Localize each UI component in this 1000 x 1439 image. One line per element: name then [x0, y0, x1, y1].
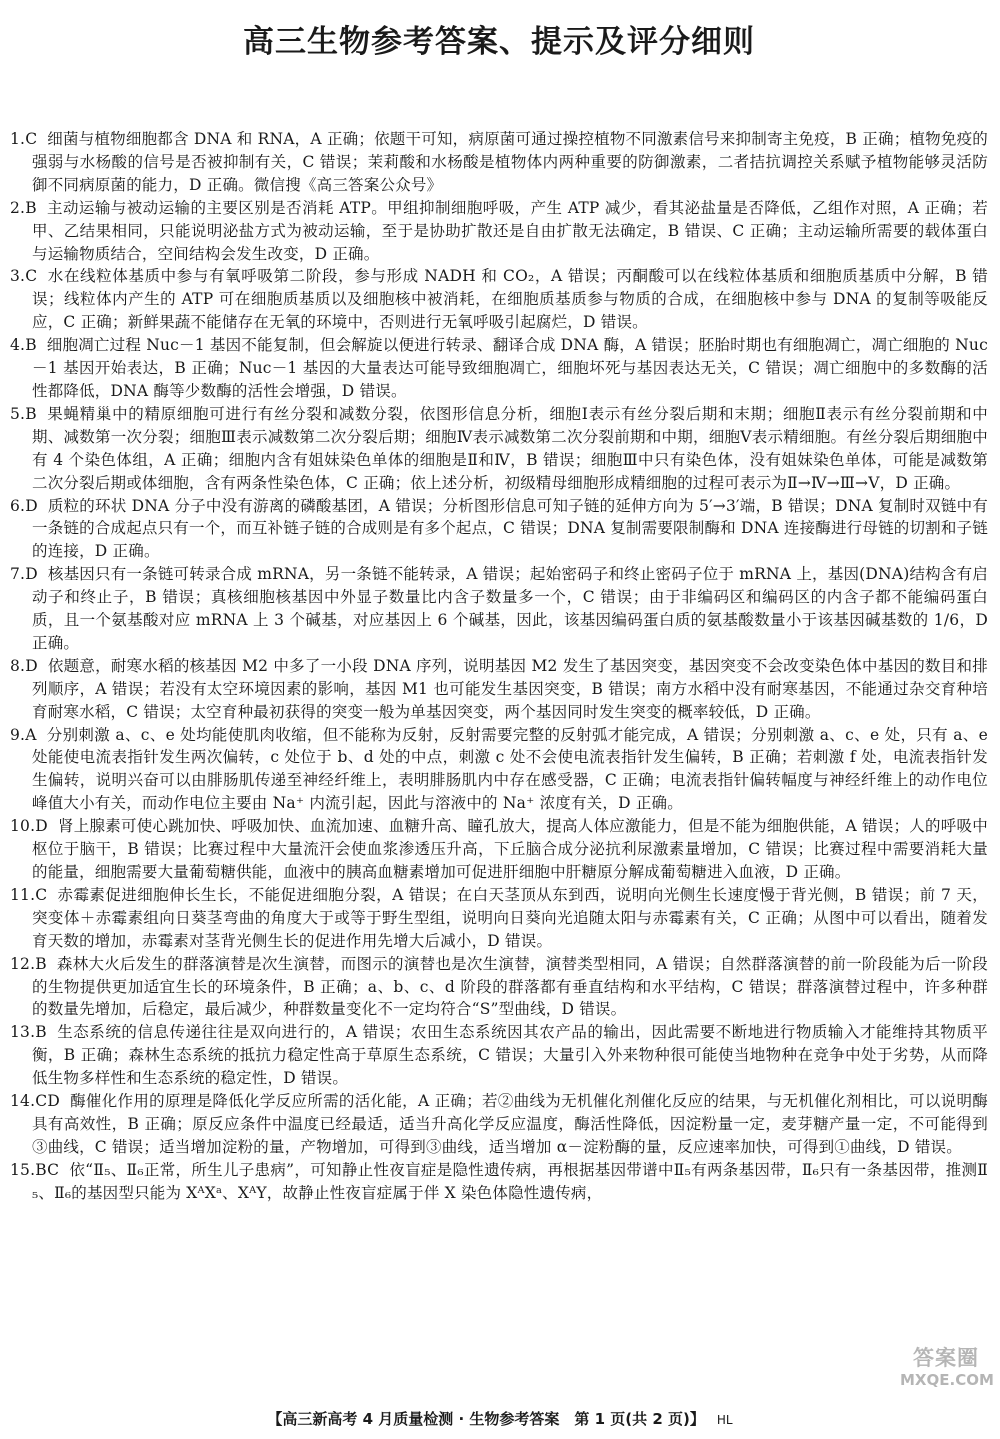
answer-item: [10, 1090, 988, 1159]
answer-item: [10, 1159, 988, 1205]
footer-code: HL: [716, 1413, 733, 1427]
answer-choice: B: [35, 1023, 47, 1042]
answer-choice: BC: [35, 1160, 60, 1179]
answer-number: 6.: [10, 496, 26, 515]
answer-number: 4.: [10, 336, 26, 355]
answer-explanation: 森林大火后发生的群落演替是次生演替，而图示的演替也是次生演替，演替类型相同，A 错误；自然群落演替的前一阶段能为后一阶段的生物提供更加适宜生长的环境条件，B 正确；a、b、c、d 阶段的群落都有垂直结构和水平结构，C 错误；群落演替过程中，许多种群的数量先增加，后稳定，最后减少，种群数量变化不一定均符合“S”型曲线，D 错误。: [32, 954, 988, 1019]
answer-explanation: 细胞凋亡过程 Nuc－1 基因不能复制，但会解旋以便进行转录、翻译合成 DNA 酶，A 错误；胚胎时期也有细胞凋亡，凋亡细胞的 Nuc－1 基因开始表达，B 正确；Nuc－1 基因的大量表达可能导致细胞凋亡，细胞坏死与基因表达无关，C 错误；凋亡细胞中的多数酶的活性都降低，DNA 酶等少数酶的活性会增强，D 错误。: [32, 336, 988, 400]
watermark-line2: MXQE.COM: [900, 1371, 994, 1389]
answer-explanation: 果蝇精巢中的精原细胞可进行有丝分裂和减数分裂，依图形信息分析，细胞Ⅰ表示有丝分裂后期和末期；细胞Ⅱ表示有丝分裂前期和中期、减数第一次分裂；细胞Ⅲ表示减数第二次分裂后期；细胞Ⅳ表示减数第二次分裂前期和中期，细胞Ⅴ表示精细胞。有丝分裂后期细胞中有 4 个染色体组，A 正确；细胞内含有姐妹染色单体的细胞是Ⅱ和Ⅳ，B 错误；细胞Ⅲ中只有染色体，没有姐妹染色单体，可能是减数第二次分裂后期或体细胞，含有两条性染色体，C 正确；依上述分析，初级精母细胞形成精细胞的过程可表示为Ⅱ→Ⅳ→Ⅲ→Ⅴ，D 正确。: [32, 404, 988, 492]
answer-number: 8.: [10, 656, 26, 675]
answer-choice: CD: [35, 1092, 60, 1111]
answer-choice: C: [35, 885, 48, 904]
answer-number: 13.: [10, 1023, 36, 1042]
watermark-line1: 答案圈: [913, 1346, 979, 1370]
answer-number: 12.: [10, 954, 36, 973]
answer-item: [10, 197, 988, 266]
answer-choice: B: [35, 954, 47, 973]
answer-item: [10, 1021, 988, 1090]
answer-explanation: 细菌与植物细胞都含 DNA 和 RNA，A 正确；依题干可知，病原菌可通过操控植物不同激素信号来抑制寄主免疫，B 正确；植物免疫的强弱与水杨酸的信号是否被抑制有关，C 错误；茉莉酸和水杨酸是植物体内两种重要的防御激素，二者拮抗调控关系赋予植物能够灵活防御不同病原菌的能力，D 正确。微信搜《高三答案公众号》: [32, 130, 988, 194]
answer-explanation: 酶催化作用的原理是降低化学反应所需的活化能，A 正确；若②曲线为无机催化剂催化反应的结果，与无机催化剂相比，可以说明酶具有高效性，B 正确；原反应条件中温度已经最适，适当升高化学反应温度，酶活性降低，因淀粉量一定，麦芽糖产量一定，不可能得到③曲线，C 错误；适当增加淀粉的量，产物增加，可得到③曲线，适当增加 α－淀粉酶的量，反应速率加快，可得到①曲线，D 错误。: [32, 1092, 988, 1156]
answer-item: [10, 815, 988, 884]
answer-list: [10, 128, 988, 1205]
answer-choice: C: [25, 267, 38, 286]
answer-explanation: 生态系统的信息传递往往是双向进行的，A 错误；农田生态系统因其农产品的输出，因此需要不断地进行物质输入才能维持其物质平衡，B 正确；森林生态系统的抵抗力稳定性高于草原生态系统，C 错误；大量引入外来物种很可能使当地物种在竞争中处于劣势，从而降低生物多样性和生态系统的稳定性，D 错误。: [32, 1023, 988, 1088]
answer-number: 1.: [10, 130, 26, 148]
answer-number: 7.: [10, 565, 26, 584]
answer-choice: D: [25, 565, 38, 584]
answer-item: [10, 128, 988, 197]
answer-explanation: 依“Ⅱ₅、Ⅱ₆正常，所生儿子患病”，可知静止性夜盲症是隐性遗传病，再根据基因带谱中Ⅱ₅有两条基因带，Ⅱ₆只有一条基因带，推测Ⅱ₅、Ⅱ₆的基因型只能为 XᴬXᵃ、XᴬY，故静止性夜盲症属于伴 X 染色体隐性遗传病，: [32, 1160, 988, 1202]
answer-explanation: 质粒的环状 DNA 分子中没有游离的磷酸基团，A 错误；分析图形信息可知子链的延伸方向为 5′→3′端，B 错误；DNA 复制时双链中有一条链的合成起点只有一个，而互补链子链的合成则是有多个起点，C 错误；DNA 复制需要限制酶和 DNA 连接酶进行母链的切割和子链的连接，D 正确。: [32, 496, 988, 561]
answer-choice: B: [25, 404, 37, 423]
answer-choice: B: [25, 198, 37, 217]
answer-item: [10, 884, 988, 953]
answer-number: 10.: [10, 817, 36, 836]
answer-choice: D: [25, 656, 38, 675]
footer-text: 【高三新高考 4 月质量检测 · 生物参考答案 第 1 页(共 2 页)】: [267, 1410, 705, 1428]
answer-number: 2.: [10, 198, 26, 217]
page-title: 高三生物参考答案、提示及评分细则: [243, 24, 755, 60]
answer-item: [10, 724, 988, 816]
answer-explanation: 分别刺激 a、c、e 处均能使肌肉收缩，但不能称为反射，反射需要完整的反射弧才能完成，A 错误；分别刺激 a、c、e 处，只有 a、e 处能使电流表指针发生两次偏转，c 处位于 b、d 处的中点，刺激 c 处不会使电流表指针发生偏转，B 正确；若刺激 f 处，电流表指针发生偏转，说明兴奋可以由腓肠肌传递至神经纤维上，表明腓肠肌内中存在感受器，C 正确；电流表指针偏转幅度与神经纤维上的动作电位峰值大小有关，而动作电位主要由 Na⁺ 内流引起，因此与溶液中的 Na⁺ 浓度有关，D 正确。: [32, 725, 988, 813]
answer-number: 9.: [10, 725, 26, 744]
answer-choice: A: [25, 725, 37, 744]
site-watermark-logo: [900, 1342, 992, 1432]
answer-item: [10, 495, 988, 564]
answer-item: [10, 334, 988, 403]
answer-choice: C: [25, 130, 38, 148]
answer-number: 11.: [10, 885, 36, 904]
answer-number: 3.: [10, 267, 26, 286]
answer-number: 14.: [10, 1092, 36, 1111]
answer-choice: D: [25, 496, 38, 515]
answer-choice: D: [35, 817, 48, 836]
answer-item: [10, 655, 988, 724]
answer-explanation: 水在线粒体基质中参与有氧呼吸第二阶段，参与形成 NADH 和 CO₂，A 错误；丙酮酸可以在线粒体基质和细胞质基质中分解，B 错误；线粒体内产生的 ATP 可在细胞质基质以及细胞核中被消耗，在细胞质基质参与物质的合成，在细胞核中参与 DNA 的复制等吸能反应，C 正确；新鲜果蔬不能储存在无氧的环境中，否则进行无氧呼吸引起腐烂，D 错误。: [32, 267, 988, 332]
answer-number: 5.: [10, 404, 26, 423]
answer-explanation: 依题意，耐寒水稻的核基因 M2 中多了一小段 DNA 序列，说明基因 M2 发生了基因突变，基因突变不会改变染色体中基因的数目和排列顺序，A 错误；若没有太空环境因素的影响，基因 M1 也可能发生基因突变，B 错误；南方水稻中没有耐寒基因，不能通过杂交育种培育耐寒水稻，C 错误；太空育种最初获得的突变一般为单基因突变，两个基因同时发生突变的概率较低，D 正确。: [32, 656, 988, 721]
answer-explanation: 肾上腺素可使心跳加快、呼吸加快、血流加速、血糖升高、瞳孔放大，提高人体应激能力，但是不能为细胞供能，A 错误；人的呼吸中枢位于脑干，B 错误；比赛过程中大量流汗会使血浆渗透压升高，下丘脑合成分泌抗利尿激素量增加，C 错误；比赛过程中需要消耗大量的能量，细胞需要大量葡萄糖供能，血液中的胰高血糖素增加可促进肝细胞中肝糖原分解成葡萄糖进入血液，D 正确。: [32, 817, 988, 881]
answer-explanation: 主动运输与被动运输的主要区别是否消耗 ATP。甲组抑制细胞呼吸，产生 ATP 减少，看其泌盐量是否降低，乙组作对照，A 正确；若甲、乙结果相同，只能说明泌盐方式为被动运输，至于是协助扩散还是自由扩散无法确定，B 错误、C 正确；主动运输所需要的载体蛋白与运输物质结合，空间结构会发生改变，D 正确。: [32, 198, 988, 263]
answer-item: [10, 403, 988, 495]
answer-item: [10, 265, 988, 334]
answer-item: [10, 953, 988, 1022]
answer-number: 15.: [10, 1160, 36, 1179]
answer-item: [10, 563, 988, 655]
answer-explanation: 核基因只有一条链可转录合成 mRNA，另一条链不能转录，A 错误；起始密码子和终止密码子位于 mRNA 上，基因(DNA)结构含有启动子和终止子，B 错误；真核细胞核基因中外显子数量比内含子数量多一个，C 错误；由于非编码区和编码区的内含子都不能编码蛋白质，且一个氨基酸对应 mRNA 上 3 个碱基，对应基因上 6 个碱基，因此，该基因编码蛋白质的氨基酸数量小于该基因碱基数的 1/6，D 正确。: [32, 565, 988, 652]
answer-choice: B: [25, 336, 37, 355]
answer-explanation: 赤霉素促进细胞伸长生长，不能促进细胞分裂，A 错误；在白天茎顶从东到西，说明向光侧生长速度慢于背光侧，B 错误；前 7 天，突变体＋赤霉素组向日葵茎弯曲的角度大于或等于野生型组，说明向日葵向光追随太阳与赤霉素有关，C 正确；从图中可以看出，随着发育天数的增加，赤霉素对茎背光侧生长的促进作用先增大后减小，D 错误。: [32, 885, 988, 950]
page-footer: [0, 1408, 1000, 1430]
